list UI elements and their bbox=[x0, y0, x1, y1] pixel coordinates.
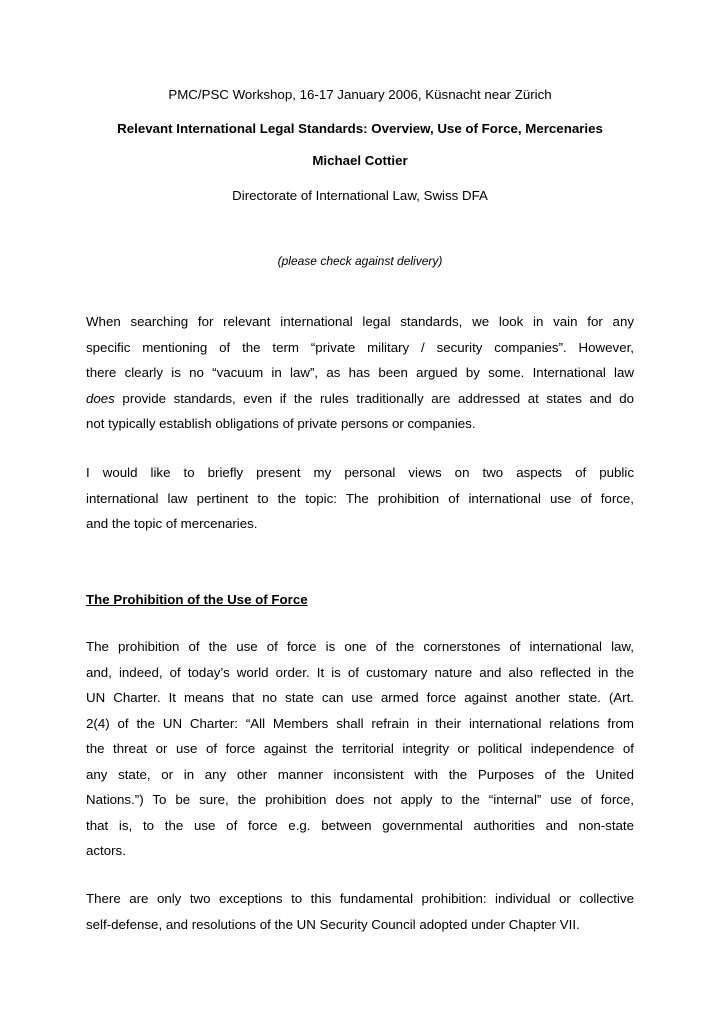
text-line: specific mentioning of the term “private military / security companies”. However, bbox=[86, 339, 634, 355]
text-line: self-defense, and resolutions of the UN Security Council adopted under Chapter VII. bbox=[86, 916, 580, 932]
paragraph-1 bbox=[86, 309, 634, 437]
text-line: international law pertinent to the topic: The prohibition of international use of force, bbox=[86, 490, 634, 506]
text-line: and, indeed, of today’s world order. It is of customary nature and also reflected in the bbox=[86, 664, 634, 680]
text-line: I would like to briefly present my personal views on two aspects of public bbox=[86, 465, 634, 480]
paragraph-3 bbox=[86, 634, 634, 864]
emphasis: does bbox=[86, 390, 115, 406]
text-line: the threat or use of force against the territorial integrity or political independence of bbox=[86, 741, 634, 756]
text-line bbox=[86, 386, 634, 412]
author-affiliation: Directorate of International Law, Swiss DFA bbox=[232, 188, 488, 203]
text-line: UN Charter. It means that no state can use armed force against another state. (Art. bbox=[86, 690, 634, 705]
text-line: there clearly is no “vacuum in law”, as has been argued by some. International law bbox=[86, 365, 634, 380]
text-line: and the topic of mercenaries. bbox=[86, 516, 258, 531]
paragraph-2 bbox=[86, 460, 634, 537]
text-line: There are only two exceptions to this fundamental prohibition: individual or collective bbox=[86, 891, 634, 906]
text-line: not typically establish obligations of private persons or companies. bbox=[86, 416, 476, 431]
text-line: that is, to the use of force e.g. between governmental authorities and non-state bbox=[86, 817, 634, 833]
text-line: actors. bbox=[86, 843, 126, 858]
delivery-note: (please check against delivery) bbox=[277, 254, 443, 268]
text-line: The prohibition of the use of force is one of the cornerstones of international law, bbox=[86, 639, 634, 654]
text-line: When searching for relevant international legal standards, we look in vain for any bbox=[86, 314, 634, 329]
author-name: Michael Cottier bbox=[312, 153, 408, 168]
document-title: Relevant International Legal Standards: Overview, Use of Force, Mercenaries bbox=[117, 121, 603, 136]
section-heading: The Prohibition of the Use of Force bbox=[86, 592, 308, 607]
paragraph-4 bbox=[86, 886, 634, 937]
text-fragment: provide standards, even if the rules traditionally are addressed at states and do bbox=[114, 390, 634, 406]
text-line: 2(4) of the UN Charter: “All Members shall refrain in their international relations from bbox=[86, 715, 634, 731]
text-line: Nations.”) To be sure, the prohibition does not apply to the “internal” use of force, bbox=[86, 792, 634, 807]
event-line: PMC/PSC Workshop, 16-17 January 2006, Küsnacht near Zürich bbox=[168, 87, 552, 102]
text-line: any state, or in any other manner inconsistent with the Purposes of the United bbox=[86, 766, 634, 782]
